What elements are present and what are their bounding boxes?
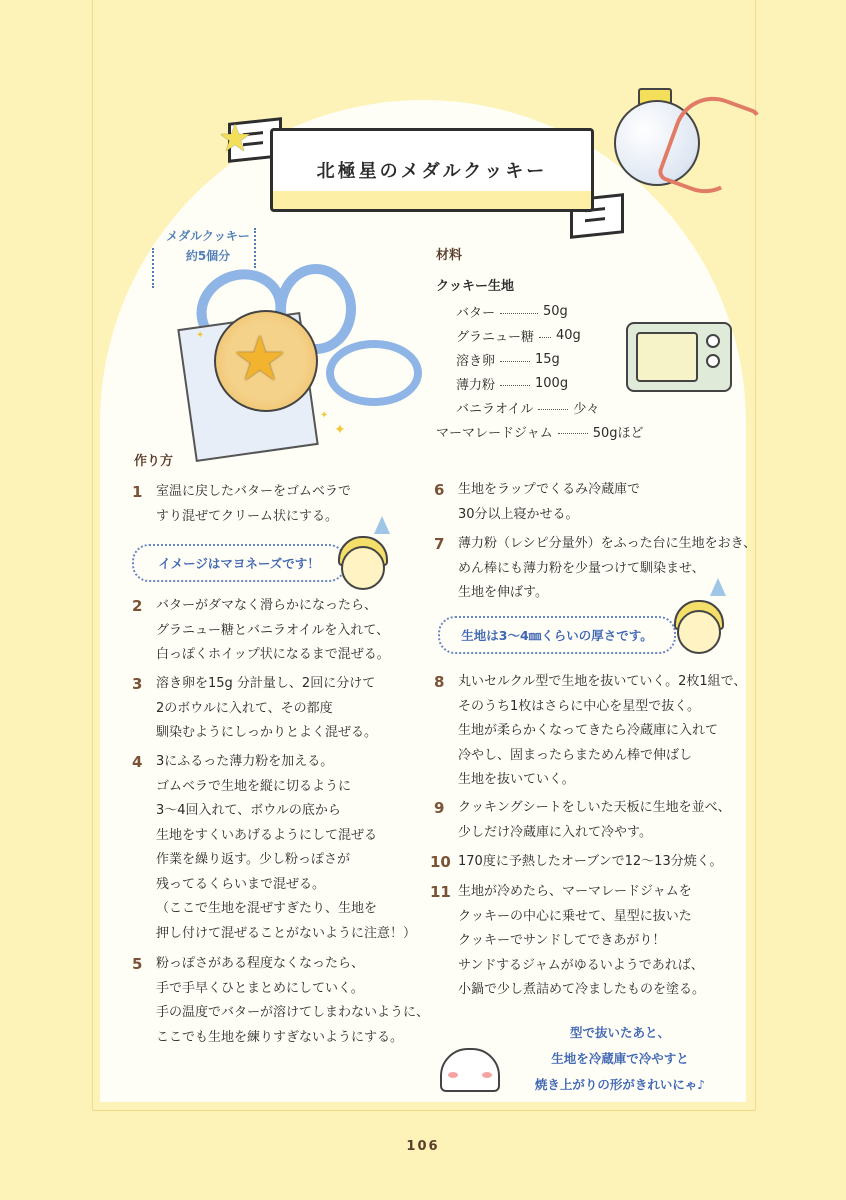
ingredient-name: グラニュー糖 [456, 330, 535, 345]
step-number: 9 [434, 799, 445, 817]
ingredient-row [456, 326, 581, 345]
step-number: 6 [434, 481, 445, 499]
tip-bubble [438, 616, 676, 654]
ingredient-leader [558, 433, 588, 434]
method-heading: 作り方 [134, 450, 173, 469]
ingredient-leader [500, 385, 530, 386]
step-number: 1 [132, 483, 143, 501]
tip-text: イメージはマヨネーズです！ [158, 556, 320, 571]
step-text: 薄力粉（レシピ分量外）をふった台に生地をおき、 めん棒にも薄力粉を少量つけて馴染ませ、 生地を伸ばす。 [458, 536, 757, 600]
ingredient-leader [538, 409, 568, 410]
ingredient-row [456, 350, 560, 369]
step-text: 室温に戻したバターをゴムベラで すり混ぜてクリーム状にする。 [156, 484, 352, 524]
note-line-3: 焼き上がりの形がきれいにゃ♪ [534, 1077, 706, 1092]
ingredient-name: 溶き卵 [456, 354, 496, 369]
ingredient-name: バター [456, 306, 496, 321]
cat-note [510, 1020, 730, 1098]
step-number: 8 [434, 673, 445, 691]
ingredient-name: マーマレードジャム [436, 426, 553, 441]
ingredient-amount: 15g [535, 352, 560, 367]
step-text: 3にふるった薄力粉を加える。 ゴムベラで生地を縦に切るように 3～4回入れて、ボウルの底から 生地をすくいあげるようにして混ぜる 作業を繰り返す。少し粉っぽさが 残ってるくらいまで混ぜる。 （ここで生地を混ぜすぎたり、生地を 押し付けて混ぜることがないように注意！） [156, 754, 417, 941]
step-text: 丸いセルクル型で生地を抜いていく。2枚1組で、 そのうち1枚はさらに中心を星型で抜く。 生地が柔らかくなってきたら冷蔵庫に入れて 冷やし、固まったらまためん棒で伸ばし 生地を抜いていく。 [458, 674, 747, 787]
party-hat-icon [710, 578, 726, 596]
ingredient-leader [500, 361, 530, 362]
step-text: クッキングシートをしいた天板に生地を並べ、 少しだけ冷蔵庫に入れて冷やす。 [458, 800, 731, 840]
serving-line-1: メダルクッキー [166, 229, 250, 243]
oven-knob [706, 334, 720, 348]
medal-ribbon-right [326, 340, 422, 406]
step-number: 5 [132, 955, 143, 973]
step-number: 3 [132, 675, 143, 693]
ingredient-leader [500, 313, 538, 314]
step-text: バターがダマなく滑らかになったら、 グラニュー糖とバニラオイルを入れて、 白っぽくホイップ状になるまで混ぜる。 [156, 598, 390, 662]
page-title: 北極星のメダルクッキー [316, 161, 548, 182]
cat-icon [440, 1048, 500, 1092]
character-face-icon [677, 610, 721, 654]
sparkle-icon: ✦ [196, 330, 205, 341]
oven-icon [626, 322, 732, 392]
ingredient-amount: 40g [556, 328, 581, 343]
ingredient-row [456, 374, 568, 393]
cookie-star-icon: ★ [232, 322, 288, 395]
serving-line-2: 約5個分 [185, 249, 231, 263]
ingredient-amount: 50g [543, 304, 568, 319]
ingredients-group-title: クッキー生地 [436, 279, 515, 294]
ingredient-amount: 少々 [573, 402, 600, 417]
tip-text: 生地は3～4㎜くらいの厚さです。 [461, 628, 653, 643]
step-number: 2 [132, 597, 143, 615]
note-line-2: 生地を冷蔵庫で冷やすと [551, 1051, 689, 1066]
star-icon: ★ [218, 116, 253, 160]
ingredient-name: 薄力粉 [456, 378, 496, 393]
sparkle-icon: ✦ [334, 422, 346, 438]
step-text: 170度に予熱したオーブンで12～13分焼く。 [458, 854, 723, 869]
ingredient-row [436, 422, 644, 441]
oven-knob [706, 354, 720, 368]
medal-cookie-illustration [186, 280, 406, 450]
ingredient-row [456, 398, 599, 417]
serving-dots-left [152, 248, 154, 288]
step-text: 生地をラップでくるみ冷蔵庫で 30分以上寝かせる。 [458, 482, 641, 522]
cat-cheek [448, 1072, 458, 1078]
serving-size [158, 226, 258, 266]
step-text: 粉っぽさがある程度なくなったら、 手で手早くひとまとめにしていく。 手の温度でバターが溶けてしまわないように、 ここでも生地を練りすぎないようにする。 [156, 956, 430, 1045]
ingredient-amount: 50gほど [592, 426, 644, 441]
party-hat-icon [374, 516, 390, 534]
step-number: 4 [132, 753, 143, 771]
ingredient-row [456, 302, 568, 321]
ingredients-heading: 材料 [436, 244, 462, 263]
oven-window [636, 332, 698, 382]
banner-stripe [585, 217, 605, 222]
ingredient-amount: 100g [535, 376, 569, 391]
step-text: 生地が冷めたら、マーマレードジャムを クッキーの中心に乗せて、星型に抜いた クッキーでサンドしてできあがり！ サンドするジャムがゆるいようであれば、 小鍋で少し煮詰めて冷ましたものを塗る。 [458, 884, 706, 997]
cat-cheek [482, 1072, 492, 1078]
character-face-icon [341, 546, 385, 590]
sparkle-icon: ✦ [320, 410, 329, 421]
step-number: 11 [430, 883, 451, 901]
step-number: 7 [434, 535, 445, 553]
page-number: 106 [406, 1139, 440, 1154]
tip-bubble [132, 544, 346, 582]
ingredient-name: バニラオイル [456, 402, 534, 417]
title-banner [270, 128, 594, 212]
ingredient-leader [539, 337, 551, 338]
step-number: 10 [430, 853, 451, 871]
step-text: 溶き卵を15g 分計量し、2回に分けて 2のボウルに入れて、その都度 馴染むようにしっかりとよく混ぜる。 [156, 676, 378, 740]
note-line-1: 型で抜いたあと、 [569, 1025, 670, 1040]
